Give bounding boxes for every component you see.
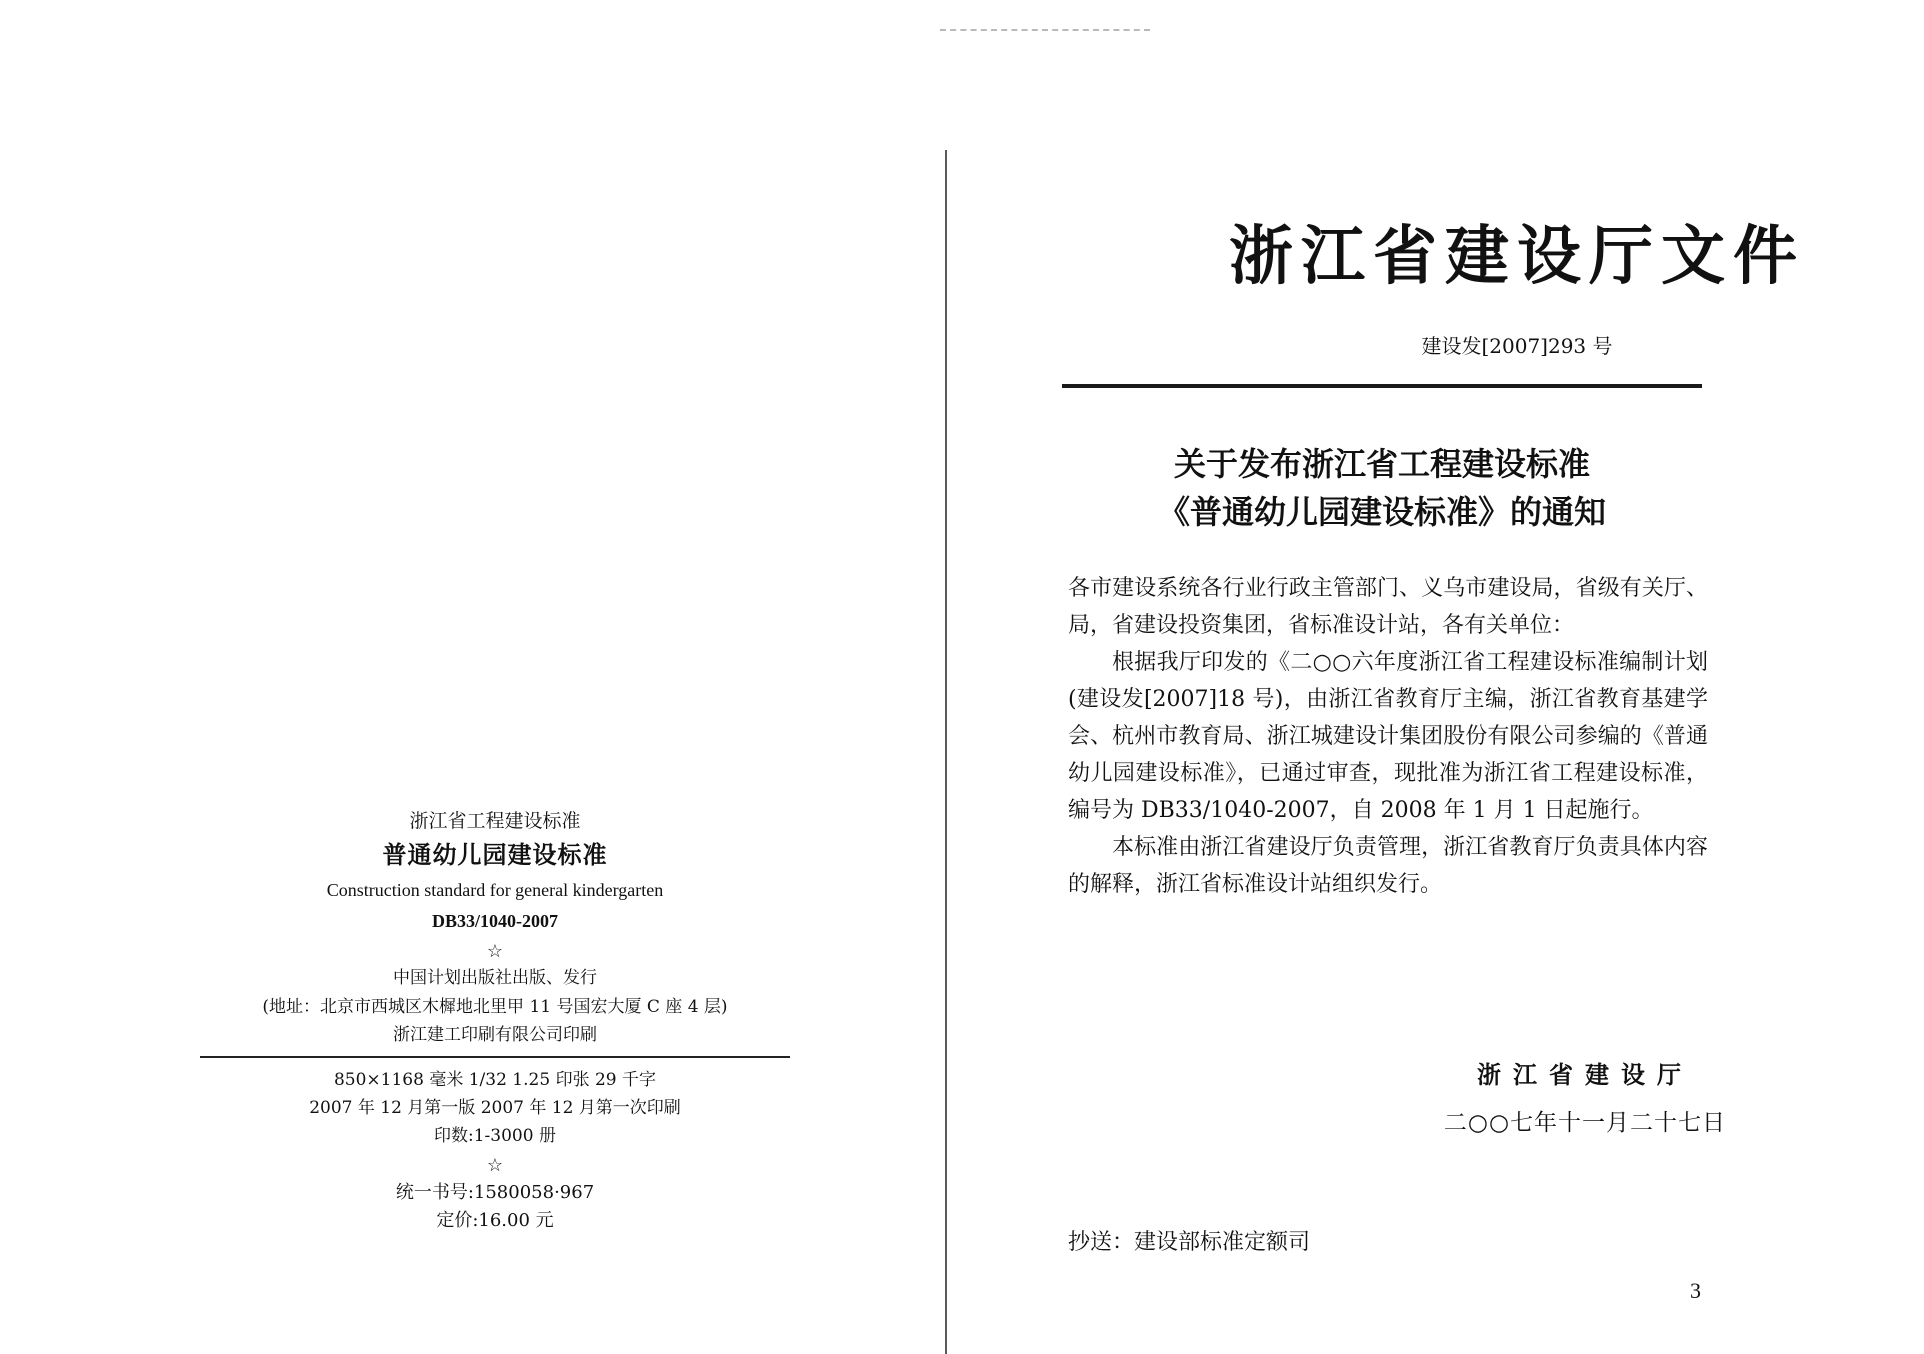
notice-recipients: 各市建设系统各行业行政主管部门、义乌市建设局，省级有关厅、局，省建设投资集团，省标准设计站，各有关单位：: [1068, 576, 1708, 638]
colophon-english-title: Construction standard for general kindergarten: [326, 879, 664, 900]
signature-block: [1440, 1055, 1730, 1137]
right-page: [950, 0, 1924, 1354]
notice-paragraph-2: 本标准由浙江省建设厅负责管理，浙江省教育厅负责具体内容的解释，浙江省标准设计站组织发行。: [1068, 835, 1708, 897]
colophon: [215, 810, 775, 1238]
colophon-book-number: 统一书号:1580058·967: [395, 1182, 595, 1204]
header-divider: [1062, 384, 1702, 388]
colophon-edition: 2007 年 12 月第一版 2007 年 12 月第一次印刷: [309, 1097, 681, 1118]
colophon-printer: 浙江建工印刷有限公司印刷: [393, 1025, 597, 1046]
notice-body: [1068, 570, 1708, 903]
star-icon: ☆: [486, 1154, 504, 1176]
carbon-copy: 抄送：建设部标准定额司: [1068, 1230, 1311, 1255]
colophon-standard-code: DB33/1040-2007: [432, 911, 558, 932]
colophon-address: (地址：北京市西城区木樨地北里甲 11 号国宏大厦 C 座 4 层): [262, 996, 728, 1017]
colophon-publisher: 中国计划出版社出版、发行: [393, 968, 597, 989]
left-page: [0, 0, 945, 1354]
colophon-spec: 850×1168 毫米 1/32 1.25 印张 29 千字: [333, 1069, 657, 1090]
notice-title-line-2: 《普通幼儿园建设标准》的通知: [1157, 493, 1606, 531]
signature-date: 二○○七年十一月二十七日: [1443, 1110, 1727, 1136]
colophon-title: 普通幼儿园建设标准: [382, 839, 608, 869]
colophon-series: 浙江省工程建设标准: [409, 810, 581, 832]
colophon-print-run: 印数:1-3000 册: [434, 1126, 556, 1147]
document-header: 浙江省建设厅文件: [1229, 220, 1805, 294]
notice-title-line-1: 关于发布浙江省工程建设标准: [1173, 445, 1590, 483]
star-icon: ☆: [486, 940, 504, 962]
page-gutter: [945, 150, 947, 1354]
page-number: 3: [1690, 1278, 1701, 1303]
document-number: 建设发[2007]293 号: [1421, 334, 1613, 358]
signature-organization: 浙江省建设厅: [1477, 1060, 1693, 1089]
colophon-divider: [200, 1056, 790, 1058]
colophon-price: 定价:16.00 元: [436, 1209, 554, 1231]
notice-title: [1062, 440, 1702, 536]
notice-paragraph-1: 根据我厅印发的《二○○六年度浙江省工程建设标准编制计划(建设发[2007]18 号)，由浙江省教育厅主编，浙江省教育基建学会、杭州市教育局、浙江城建设计集团股份有限公司参编的《普通幼儿园建设标准》，已通过审查，现批准为浙江省工程建设标准，编号为 DB33/1040-2007，自 2008 年 1 月 1 日起施行。: [1068, 650, 1708, 823]
